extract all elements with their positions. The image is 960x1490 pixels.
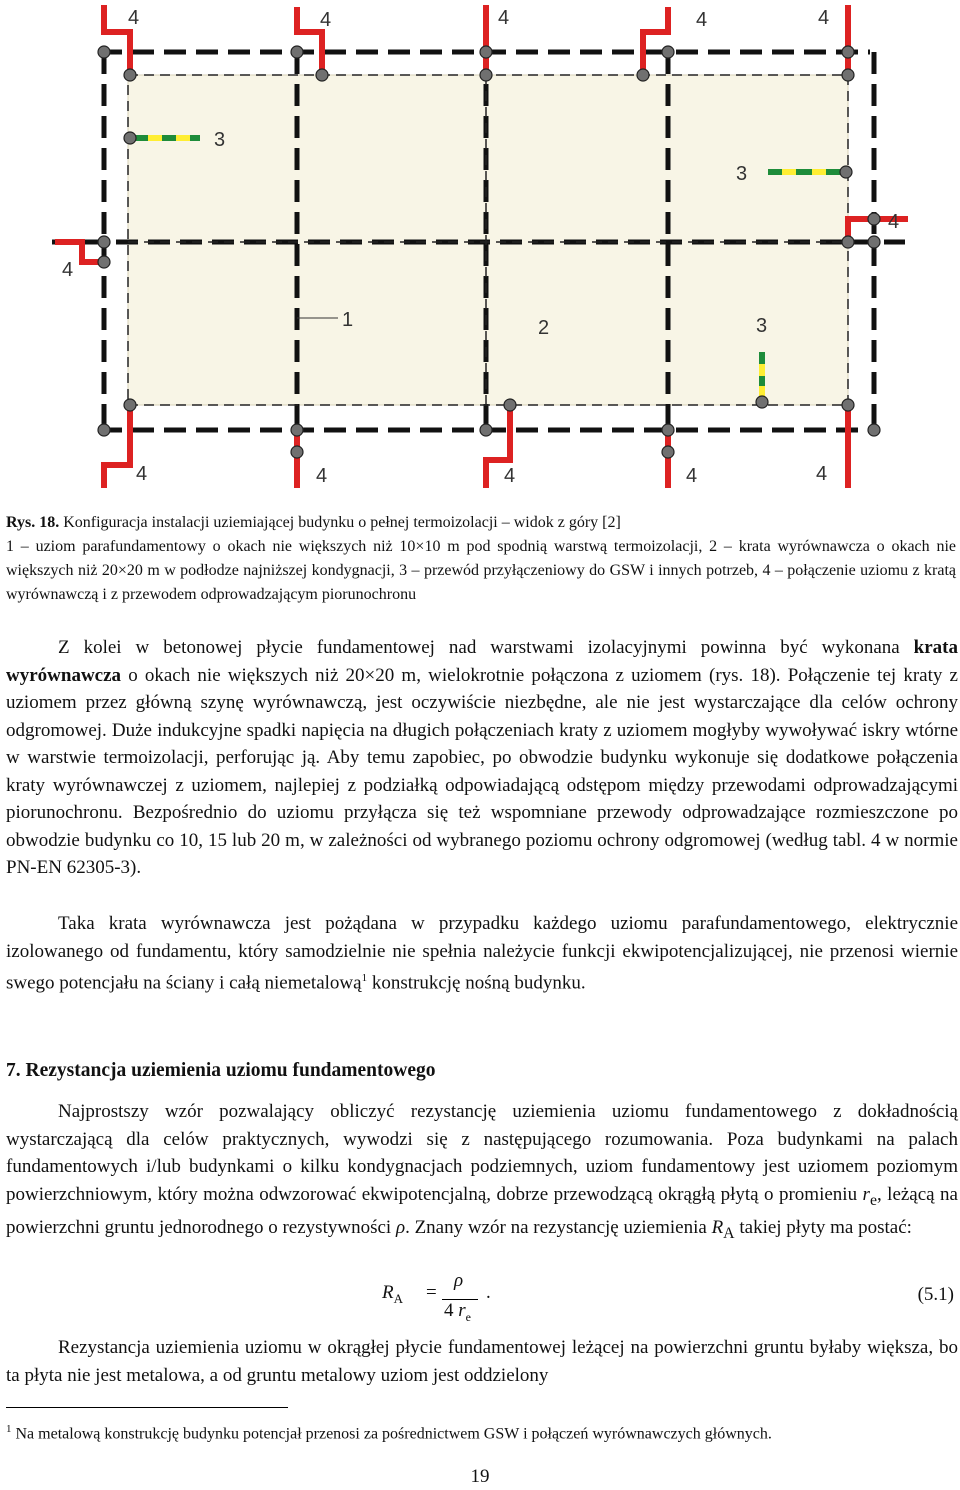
paragraph-text: o okach nie większych niż 20×20 m, wielokrotnie połączona z uziomem (rys. 18). Połączenie tej kraty z uziomem przez główną szynę wyrównawczą, jest oczywiście niezbędne, ale nie jest wystarczające dla celów ochrony odgromowej. Duże indukcyjne spadki napięcia na długich połączeniach kraty z uziomem mogłyby wywoływać iskry wtórne w warstwie termoizolacji, perforując ją. Aby temu zapobiec, po obwodzie budynku wykonuje się dodatkowe połączenia kraty wyrównawczej z uziomem, najlepiej z podziałką odpowiadającą odstępom między przewodami odprowadzającymi piorunochronu. Bezpośrednio do uziomu przyłącza się też wspomniane przewody odprowadzające rozmieszczone po obwodzie budynku co 10, 15 lub 20 m, w zależności od wybranego poziomu ochrony odgromowej (według tabl. 4 w normie PN-EN 62305-3). bbox=[6, 664, 958, 878]
caption-title: Konfiguracja instalacji uziemiającej budynku o pełnej termoizolacji – widok z góry [2] bbox=[59, 514, 621, 531]
label-4: 4 bbox=[316, 465, 328, 487]
paragraph-text: Z kolei w betonowej płycie fundamentowej nad warstwami izolacyjnymi powinna być wykonana bbox=[58, 637, 914, 658]
caption-label: Rys. 18. bbox=[6, 514, 60, 531]
label-4: 4 bbox=[62, 259, 74, 281]
label-3: 3 bbox=[736, 163, 748, 185]
label-4: 4 bbox=[498, 7, 510, 29]
formula-5-1 bbox=[380, 1270, 580, 1330]
paragraph-text: . Znany wzór na rezystancję uziemienia bbox=[405, 1216, 712, 1238]
math-var: r bbox=[458, 1300, 466, 1321]
paragraph-text: Rezystancja uziemienia uziomu w okrągłej płycie fundamentowej leżącej na powierzchni gruntu byłaby większa, bo ta płyta nie jest metalowa, a od gruntu metalowy uziom jest oddzielony bbox=[6, 1337, 958, 1386]
numerator: ρ bbox=[454, 1270, 464, 1291]
paragraph bbox=[6, 634, 958, 882]
paragraph bbox=[6, 1098, 958, 1247]
paragraph bbox=[6, 910, 958, 997]
earthing-diagram bbox=[0, 0, 960, 500]
label-4: 4 bbox=[136, 463, 148, 485]
math-var: R bbox=[382, 1282, 394, 1303]
label-3: 3 bbox=[756, 315, 768, 337]
math-var: ρ bbox=[395, 1216, 406, 1238]
label-4: 4 bbox=[816, 463, 828, 485]
page-number: 19 bbox=[470, 1466, 490, 1487]
footnote-ref[interactable]: 1 bbox=[361, 972, 368, 984]
footnote-mark: 1 bbox=[6, 1423, 12, 1435]
paragraph-text: konstrukcję nośną budynku. bbox=[367, 972, 586, 994]
label-2: 2 bbox=[538, 317, 550, 339]
math-var: R bbox=[711, 1216, 724, 1238]
label-3: 3 bbox=[214, 129, 226, 151]
paragraph-text: takiej płyty ma postać: bbox=[734, 1216, 912, 1238]
label-4: 4 bbox=[686, 465, 698, 487]
paragraph-text: , leżącą na powierzchni gruntu jednorodnego o rezystywności bbox=[6, 1183, 958, 1238]
label-4: 4 bbox=[696, 9, 708, 31]
section-heading: 7. Rezystancja uziemienia uziomu fundamentowego bbox=[6, 1060, 436, 1081]
label-1: 1 bbox=[342, 309, 354, 331]
paragraph-text: Taka krata wyrównawcza jest pożądana w przypadku każdego uziomu parafundamentowego, elektrycznie izolowanego od fundamentu, który samodzielnie nie spełnia należycie funkcji ekwipotencjalizującej, nie przenosi wiernie swego potencjału na ściany i całą niemetalową bbox=[6, 913, 958, 994]
label-4: 4 bbox=[128, 7, 140, 29]
label-4: 4 bbox=[818, 7, 830, 29]
math-sub: e bbox=[869, 1191, 877, 1209]
footnote-text: Na metalową konstrukcję budynku potencjał przenosi za pośrednictwem GSW i połączeń wyrównawczych głównych. bbox=[11, 1425, 772, 1443]
label-4: 4 bbox=[504, 465, 516, 487]
math-sub: A bbox=[393, 1290, 403, 1306]
label-4: 4 bbox=[320, 9, 332, 31]
math-var: r bbox=[862, 1183, 870, 1205]
equation-number: (5.1) bbox=[917, 1284, 954, 1305]
denominator-coef: 4 bbox=[444, 1300, 454, 1321]
paragraph-text: Najprostszy wzór pozwalający obliczyć rezystancję uziemienia uziomu fundamentowego z dokładnością wystarczającą dla celów praktycznych, wywodzi się z następującego rozumowania. Poza budynkami na palach fundamentowych i/lub budynkami o kilku kondygnacjach podziemnych, uziom fundamentowy jest uziomem poziomym powierzchniowym, który można odwzorować ekwipotencjalną, dobrze przewodzącą okrągłą płytą o promieniu bbox=[6, 1101, 958, 1205]
footnote bbox=[6, 1418, 958, 1445]
formula-dot: . bbox=[486, 1282, 491, 1303]
math-sub: e bbox=[465, 1309, 471, 1324]
label-4: 4 bbox=[888, 211, 900, 233]
figure-caption bbox=[6, 511, 956, 607]
caption-legend: 1 – uziom parafundamentowy o okach nie większych niż 10×10 m pod spodnią warstwą termoizolacji, 2 – krata wyrównawcza o okach nie większych niż 20×20 m w podłodze najniższej kondygnacji, 3 – przewód przyłączeniowy do GSW i innych potrzeb, 4 – połączenie uziomu z kratą wyrównawczą i z przewodem odprowadzającym piorunochronu bbox=[6, 538, 956, 603]
footnote-divider bbox=[6, 1407, 288, 1408]
equals-sign: = bbox=[426, 1282, 437, 1303]
emphasis-term: krata wyrównawcza bbox=[6, 637, 958, 686]
math-sub: A bbox=[723, 1224, 735, 1242]
paragraph bbox=[6, 1334, 958, 1389]
